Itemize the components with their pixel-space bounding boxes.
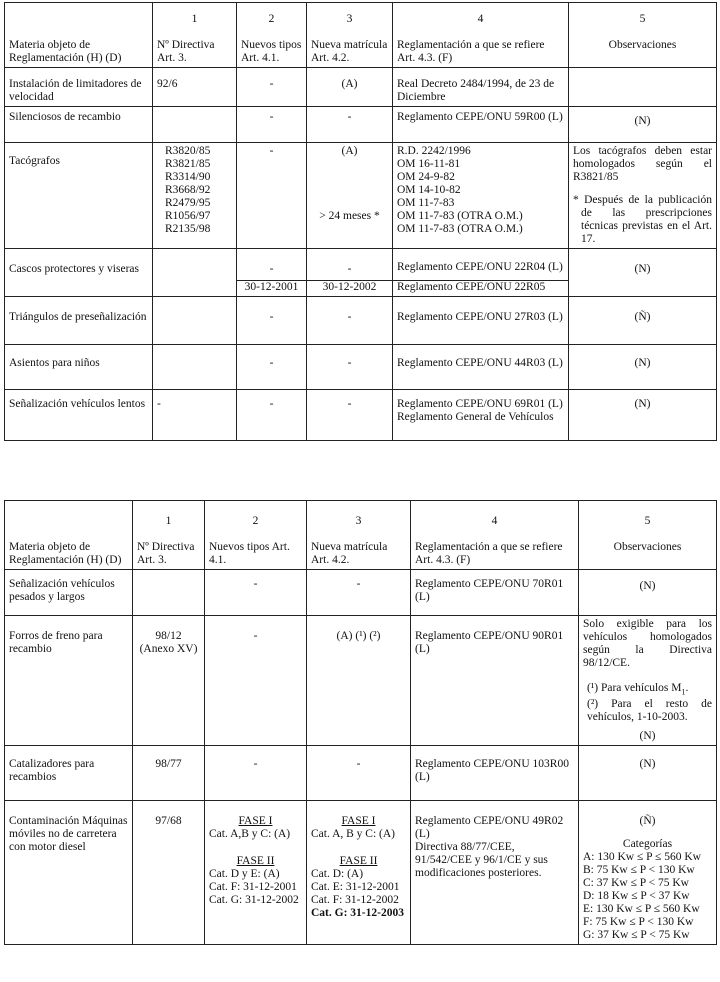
cell-directiva: - bbox=[153, 390, 237, 441]
cell-observaciones: (N) bbox=[569, 390, 717, 441]
matricula-note: > 24 meses * bbox=[319, 210, 380, 222]
cell-nuevos: - bbox=[237, 390, 307, 441]
categoria-line: D: 18 Kw ≤ P < 37 Kw bbox=[583, 890, 690, 903]
observacion-text: Solo exigible para los vehículos homologados según la Directiva 98/12/CE. bbox=[583, 618, 712, 669]
cell-matricula-fases bbox=[307, 801, 411, 945]
cell-observaciones: (N) bbox=[569, 345, 717, 390]
categoria-line: F: 75 Kw ≤ P < 130 Kw bbox=[583, 916, 694, 929]
cell-nuevos: - bbox=[237, 249, 307, 281]
footnote-subscript: 1 bbox=[681, 687, 686, 697]
reglamentacion-item: OM 11-7-83 (OTRA O.M.) bbox=[397, 210, 523, 222]
cell-matricula: - bbox=[307, 249, 393, 281]
cell-reglamentacion bbox=[393, 390, 569, 441]
fase-2-line: Cat. D: (A) bbox=[311, 868, 364, 881]
cell-reglamentacion: Reglamento CEPE/ONU 59R00 (L) bbox=[393, 107, 569, 143]
reglamentacion-item: OM 11-7-83 (OTRA O.M.) bbox=[397, 223, 523, 235]
cell-nuevos: - bbox=[237, 345, 307, 390]
observacion-footnote-2: (²) Para el resto de vehículos, 1-10-2003. bbox=[587, 698, 712, 724]
cell-matricula: - bbox=[307, 107, 393, 143]
header-directiva-label: Nº Directiva Art. 3. bbox=[157, 39, 215, 64]
cell-matricula: (A) bbox=[307, 68, 393, 107]
cell-materia: Asientos para niños bbox=[5, 345, 153, 390]
table-row bbox=[5, 249, 717, 281]
table-row bbox=[5, 570, 717, 616]
table-row bbox=[5, 801, 717, 945]
cell-observaciones bbox=[569, 143, 717, 249]
fase-1-text: Cat. A, B y C: (A) bbox=[311, 828, 396, 841]
fase-1-title: FASE I bbox=[238, 815, 273, 828]
table-row bbox=[5, 390, 717, 441]
col-number-2: 2 bbox=[252, 515, 259, 527]
regulations-table-2 bbox=[4, 500, 717, 945]
fase-2-line: Cat. G: 31-12-2002 bbox=[209, 894, 299, 907]
cell-materia: Catalizadores para recambios bbox=[5, 746, 133, 801]
header-directiva-label: Nº Directiva Art. 3. bbox=[137, 541, 195, 566]
cell-directiva-list bbox=[153, 143, 237, 249]
cell-observaciones: (N) bbox=[569, 249, 717, 297]
regulations-table-1 bbox=[4, 2, 717, 441]
categoria-line: E: 130 Kw ≤ P ≤ 560 Kw bbox=[583, 903, 700, 916]
cell-reglamentacion: Reglamento CEPE/ONU 22R04 (L) bbox=[393, 249, 569, 281]
header-matricula-label: Nueva matrícula Art. 4.2. bbox=[311, 39, 388, 64]
header-directiva bbox=[153, 3, 237, 68]
header-materia bbox=[5, 3, 153, 68]
cell-observaciones: (N) bbox=[579, 570, 717, 616]
table-row bbox=[5, 345, 717, 390]
footnote-end: . bbox=[685, 682, 689, 694]
cell-materia: Tacógrafos bbox=[5, 143, 153, 249]
header-observaciones bbox=[579, 501, 717, 570]
header-reglamentacion bbox=[411, 501, 579, 570]
cell-nuevos: - bbox=[237, 297, 307, 345]
cell-materia: Cascos protectores y viseras bbox=[5, 249, 153, 297]
directiva-item: R2479/95 bbox=[165, 197, 211, 209]
directiva-item: R1056/97 bbox=[165, 210, 211, 222]
cell-directiva bbox=[153, 107, 237, 143]
cell-directiva bbox=[153, 345, 237, 390]
table-row bbox=[5, 143, 717, 249]
cell-materia: Contaminación Máquinas móviles no de carretera con motor diesel bbox=[5, 801, 133, 945]
col-number-5: 5 bbox=[644, 515, 651, 527]
cell-directiva: 98/77 bbox=[133, 746, 205, 801]
directiva-item: R2135/98 bbox=[165, 223, 211, 235]
table-row bbox=[5, 616, 717, 746]
directiva-item: R3821/85 bbox=[165, 158, 211, 170]
header-nuevos bbox=[237, 3, 307, 68]
cell-nuevos: - bbox=[237, 143, 307, 249]
cell-materia: Señalización vehículos lentos bbox=[5, 390, 153, 441]
header-materia bbox=[5, 501, 133, 570]
cell-observaciones bbox=[579, 616, 717, 746]
cell-directiva bbox=[153, 297, 237, 345]
header-observaciones-label: Observaciones bbox=[608, 39, 677, 51]
cell-observaciones: (N) bbox=[579, 746, 717, 801]
cell-observaciones bbox=[579, 801, 717, 945]
cell-matricula bbox=[307, 143, 393, 249]
observacion-footnote: * Después de la publicación de las prescripciones técnicas previstas en el Art. 17. bbox=[573, 194, 712, 245]
directiva-item: R3314/90 bbox=[165, 171, 211, 183]
fase-2-line: Cat. D y E: (A) bbox=[209, 868, 280, 881]
cell-matricula: - bbox=[307, 390, 393, 441]
table-row bbox=[5, 746, 717, 801]
directiva-item: R3820/85 bbox=[165, 145, 211, 157]
observacion-code: (Ñ) bbox=[639, 815, 656, 828]
observacion-code: (N) bbox=[639, 730, 656, 743]
header-matricula bbox=[307, 501, 411, 570]
cell-matricula: (A) (¹) (²) bbox=[307, 616, 411, 746]
col-number-4: 4 bbox=[477, 13, 484, 25]
cell-materia: Señalización vehículos pesados y largos bbox=[5, 570, 133, 616]
cell-reglamentacion-list bbox=[393, 143, 569, 249]
cell-nuevos: - bbox=[205, 746, 307, 801]
fase-2-line: Cat. F: 31-12-2001 bbox=[209, 881, 297, 894]
cell-materia: Triángulos de preseñalización bbox=[5, 297, 153, 345]
cell-reglamentacion: Real Decreto 2484/1994, de 23 de Diciembre bbox=[393, 68, 569, 107]
reglamentacion-item: OM 24-9-82 bbox=[397, 171, 455, 183]
col-number-3: 3 bbox=[355, 515, 362, 527]
fase-1-text: Cat. A,B y C: (A) bbox=[209, 828, 291, 841]
fase-2-title: FASE II bbox=[339, 855, 378, 868]
table-row bbox=[5, 297, 717, 345]
header-row bbox=[5, 3, 717, 68]
cell-reglamentacion: Reglamento CEPE/ONU 103R00 (L) bbox=[411, 746, 579, 801]
header-row bbox=[5, 501, 717, 570]
cell-matricula: 30-12-2002 bbox=[307, 281, 393, 297]
header-nuevos-label: Nuevos tipos Art. 4.1. bbox=[209, 541, 290, 566]
table-row bbox=[5, 107, 717, 143]
cell-reglamentacion bbox=[411, 801, 579, 945]
header-reglamentacion bbox=[393, 3, 569, 68]
cell-observaciones: (Ñ) bbox=[569, 297, 717, 345]
categoria-line: A: 130 Kw ≤ P ≤ 560 Kw bbox=[583, 851, 701, 864]
header-reglamentacion-label: Reglamentación a que se refiere Art. 4.3. (F) bbox=[415, 541, 563, 566]
header-nuevos-label: Nuevos tipos Art. 4.1. bbox=[241, 39, 302, 64]
cell-nuevos: - bbox=[205, 570, 307, 616]
cell-observaciones: (N) bbox=[569, 107, 717, 143]
footnote-text: (¹) Para vehículos M bbox=[587, 682, 682, 694]
cell-matricula: - bbox=[307, 746, 411, 801]
cell-nuevos-fases bbox=[205, 801, 307, 945]
cell-materia: Silenciosos de recambio bbox=[5, 107, 153, 143]
reglamentacion-text: Reglamento CEPE/ONU 49R02 (L) bbox=[415, 815, 564, 841]
cell-directiva bbox=[133, 570, 205, 616]
reglamentacion-item: OM 14-10-82 bbox=[397, 184, 461, 196]
cell-reglamentacion: Reglamento CEPE/ONU 44R03 (L) bbox=[393, 345, 569, 390]
col-number-3: 3 bbox=[346, 13, 353, 25]
directiva-item: R3668/92 bbox=[165, 184, 211, 196]
cell-materia: Forros de freno para recambio bbox=[5, 616, 133, 746]
categoria-line: B: 75 Kw ≤ P < 130 Kw bbox=[583, 864, 695, 877]
fase-2-line: Cat. E: 31-12-2001 bbox=[311, 881, 400, 894]
header-matricula bbox=[307, 3, 393, 68]
header-nuevos bbox=[205, 501, 307, 570]
table-row bbox=[5, 68, 717, 107]
header-matricula-label: Nueva matrícula Art. 4.2. bbox=[311, 541, 388, 566]
directiva-annex: (Anexo XV) bbox=[139, 643, 198, 655]
cell-nuevos: - bbox=[237, 68, 307, 107]
cell-reglamentacion: Reglamento CEPE/ONU 70R01 (L) bbox=[411, 570, 579, 616]
directiva-value: 98/12 bbox=[155, 630, 182, 642]
header-materia-label: Materia objeto de Reglamentación (H) (D) bbox=[9, 541, 122, 566]
reglamentacion-item: OM 11-7-83 bbox=[397, 197, 455, 209]
col-number-5: 5 bbox=[639, 13, 646, 25]
col-number-1: 1 bbox=[165, 515, 172, 527]
fase-1-title: FASE I bbox=[341, 815, 376, 828]
header-materia-label: Materia objeto de Reglamentación (H) (D) bbox=[9, 39, 122, 64]
reglamentacion-extra: Reglamento General de Vehículos bbox=[397, 411, 554, 423]
cell-directiva: 92/6 bbox=[153, 68, 237, 107]
cell-matricula: - bbox=[307, 570, 411, 616]
reglamentacion-item: OM 16-11-81 bbox=[397, 158, 461, 170]
fase-2-title: FASE II bbox=[236, 855, 275, 868]
reglamentacion-text: Reglamento CEPE/ONU 69R01 (L) bbox=[397, 398, 563, 410]
cell-nuevos: 30-12-2001 bbox=[237, 281, 307, 297]
cell-nuevos: - bbox=[205, 616, 307, 746]
cell-directiva bbox=[153, 249, 237, 297]
matricula-value: (A) bbox=[341, 145, 358, 157]
col-number-4: 4 bbox=[491, 515, 498, 527]
reglamentacion-extra: Directiva 88/77/CEE, 91/542/CEE y 96/1/CE y sus modificaciones posteriores. bbox=[415, 841, 548, 880]
cell-matricula: - bbox=[307, 345, 393, 390]
cell-directiva bbox=[133, 616, 205, 746]
reglamentacion-item: R.D. 2242/1996 bbox=[397, 145, 471, 157]
categorias-title: Categorías bbox=[622, 838, 673, 851]
header-directiva bbox=[133, 501, 205, 570]
categoria-line: C: 37 Kw ≤ P < 75 Kw bbox=[583, 877, 689, 890]
fase-2-line: Cat. F: 31-12-2002 bbox=[311, 894, 399, 907]
cell-reglamentacion: Reglamento CEPE/ONU 27R03 (L) bbox=[393, 297, 569, 345]
cell-directiva: 97/68 bbox=[133, 801, 205, 945]
cell-observaciones bbox=[569, 68, 717, 107]
cell-reglamentacion: Reglamento CEPE/ONU 90R01 (L) bbox=[411, 616, 579, 746]
observacion-footnote-1 bbox=[583, 682, 712, 698]
cell-nuevos: - bbox=[237, 107, 307, 143]
col-number-1: 1 bbox=[191, 13, 198, 25]
header-observaciones-label: Observaciones bbox=[613, 541, 682, 553]
observacion-text: Los tacógrafos deben estar homologados según el R3821/85 bbox=[573, 145, 712, 183]
categoria-line: G: 37 Kw ≤ P < 75 Kw bbox=[583, 929, 690, 942]
cell-reglamentacion: Reglamento CEPE/ONU 22R05 bbox=[393, 281, 569, 297]
col-number-2: 2 bbox=[268, 13, 275, 25]
fase-2-line: Cat. G: 31-12-2003 bbox=[311, 907, 404, 920]
header-observaciones bbox=[569, 3, 717, 68]
cell-matricula: - bbox=[307, 297, 393, 345]
cell-materia: Instalación de limitadores de velocidad bbox=[5, 68, 153, 107]
header-reglamentacion-label: Reglamentación a que se refiere Art. 4.3. (F) bbox=[397, 39, 545, 64]
